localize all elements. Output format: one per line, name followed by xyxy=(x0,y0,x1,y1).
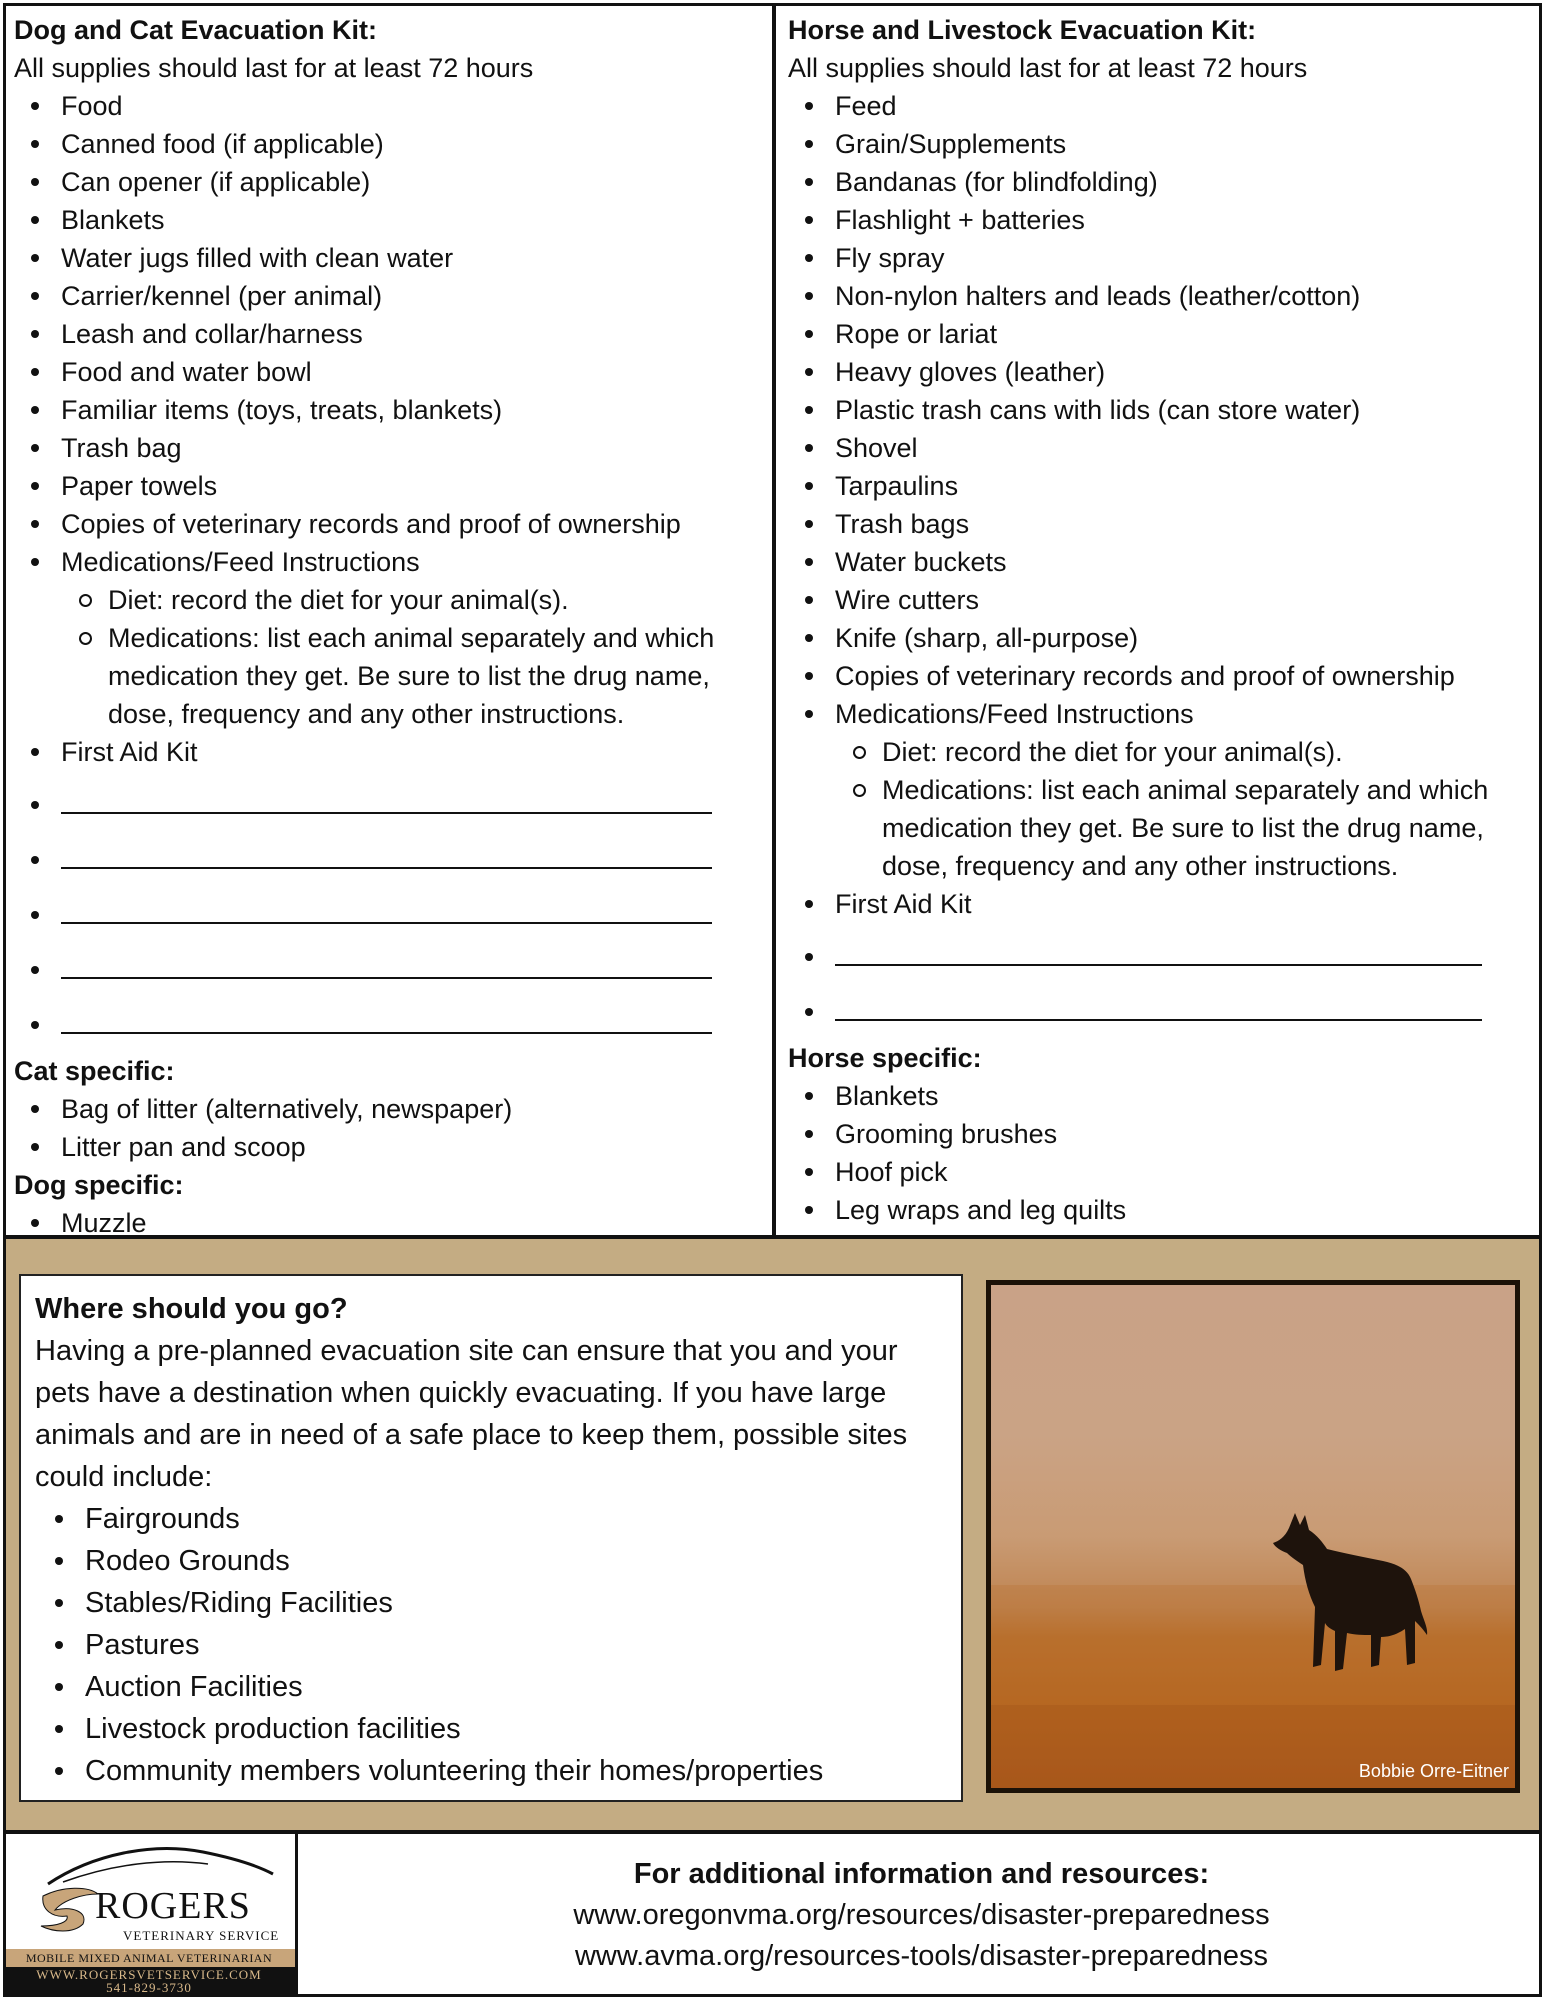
logo-phone: 541-829-3730 xyxy=(106,1980,192,1995)
list-item: Flashlight + batteries xyxy=(788,201,1534,239)
where-title: Where should you go? xyxy=(35,1293,348,1325)
list-item: Fairgrounds xyxy=(35,1498,947,1540)
logo-tagline: MOBILE MIXED ANIMAL VETERINARIAN xyxy=(3,1949,295,1967)
resource-link-avma[interactable]: www.avma.org/resources-tools/disaster-preparedness xyxy=(574,1940,1269,1972)
list-item: Water buckets xyxy=(788,543,1534,581)
dog-cat-kit-title: Dog and Cat Evacuation Kit: xyxy=(14,15,378,45)
list-item: Rope or lariat xyxy=(788,315,1534,353)
list-item: Can opener (if applicable) xyxy=(14,163,764,201)
resource-link-oregonvma[interactable]: www.oregonvma.org/resources/disaster-preparedness xyxy=(573,1899,1270,1931)
list-item: Bag of litter (alternatively, newspaper) xyxy=(14,1090,764,1128)
list-item: Copies of veterinary records and proof of ownership xyxy=(788,657,1534,695)
list-item: Blankets xyxy=(788,1077,1534,1115)
horse-kit-title: Horse and Livestock Evacuation Kit: xyxy=(788,15,1257,45)
where-body: Having a pre-planned evacuation site can ensure that you and your pets have a destination when quickly evacuating. If you have large animals and are in need of a safe place to keep them, possible sites could include: xyxy=(35,1335,908,1493)
list-item: Livestock production facilities xyxy=(35,1708,947,1750)
list-item: Copies of veterinary records and proof of ownership xyxy=(14,505,764,543)
list-item: Food xyxy=(14,87,764,125)
list-item: Water jugs filled with clean water xyxy=(14,239,764,277)
list-item: Trash bag xyxy=(14,429,764,467)
list-item: Trash bags xyxy=(788,505,1534,543)
list-item: Medications/Feed Instructions xyxy=(14,543,764,581)
list-item: Blankets xyxy=(14,201,764,239)
list-item: First Aid Kit xyxy=(14,733,764,771)
list-item: Shovel xyxy=(788,429,1534,467)
list-item: Familiar items (toys, treats, blankets) xyxy=(14,391,764,429)
list-item: Grain/Supplements xyxy=(788,125,1534,163)
list-item: Knife (sharp, all-purpose) xyxy=(788,619,1534,657)
list-item: Rodeo Grounds xyxy=(35,1540,947,1582)
list-item: Bandanas (for blindfolding) xyxy=(788,163,1534,201)
list-item: Tarpaulins xyxy=(788,467,1534,505)
list-item: Carrier/kennel (per animal) xyxy=(14,277,764,315)
list-item: Pastures xyxy=(35,1624,947,1666)
list-item: Canned food (if applicable) xyxy=(14,125,764,163)
list-item: Litter pan and scoop xyxy=(14,1128,764,1166)
logo-brand: ROGERS xyxy=(95,1885,251,1927)
list-item: Hoof pick xyxy=(788,1153,1534,1191)
sub-list-item: Diet: record the diet for your animal(s). xyxy=(788,733,1534,771)
list-item: Community members volunteering their homes/properties xyxy=(35,1750,947,1792)
list-item: Grooming brushes xyxy=(788,1115,1534,1153)
list-item: Auction Facilities xyxy=(35,1666,947,1708)
list-item: Muzzle xyxy=(14,1204,764,1242)
logo-website[interactable]: WWW.ROGERSVETSERVICE.COM xyxy=(36,1967,262,1982)
list-item: Plastic trash cans with lids (can store water) xyxy=(788,391,1534,429)
sub-list-item: Medications: list each animal separately and which medication they get. Be sure to list the drug name, dose, frequency and any other instructions. xyxy=(14,619,764,733)
list-item: Paper towels xyxy=(14,467,764,505)
sub-list-item: Medications: list each animal separately and which medication they get. Be sure to list the drug name, dose, frequency and any other instructions. xyxy=(788,771,1534,885)
photo-credit: Bobbie Orre-Eitner xyxy=(1358,1761,1509,1781)
horse-kit-subtitle: All supplies should last for at least 72 hours xyxy=(788,53,1308,83)
list-item: Leg wraps and leg quilts xyxy=(788,1191,1534,1229)
list-item: Wire cutters xyxy=(788,581,1534,619)
list-item: Heavy gloves (leather) xyxy=(788,353,1534,391)
list-item: Fly spray xyxy=(788,239,1534,277)
dog-cat-kit-subtitle: All supplies should last for at least 72 hours xyxy=(14,53,534,83)
resources-title: For additional information and resources: xyxy=(633,1858,1210,1890)
list-item: Feed xyxy=(788,87,1534,125)
horse-specific-title: Horse specific: xyxy=(788,1043,982,1073)
list-item: Stables/Riding Facilities xyxy=(35,1582,947,1624)
list-item: Food and water bowl xyxy=(14,353,764,391)
cat-specific-title: Cat specific: xyxy=(14,1056,175,1086)
list-item: Non-nylon halters and leads (leather/cotton) xyxy=(788,277,1534,315)
list-item: First Aid Kit xyxy=(788,885,1534,923)
sub-list-item: Diet: record the diet for your animal(s). xyxy=(14,581,764,619)
logo-brand-sub: VETERINARY SERVICE xyxy=(123,1928,280,1943)
dog-specific-title: Dog specific: xyxy=(14,1170,184,1200)
list-item: Medications/Feed Instructions xyxy=(788,695,1534,733)
list-item: Leash and collar/harness xyxy=(14,315,764,353)
page-border xyxy=(3,3,1542,1997)
